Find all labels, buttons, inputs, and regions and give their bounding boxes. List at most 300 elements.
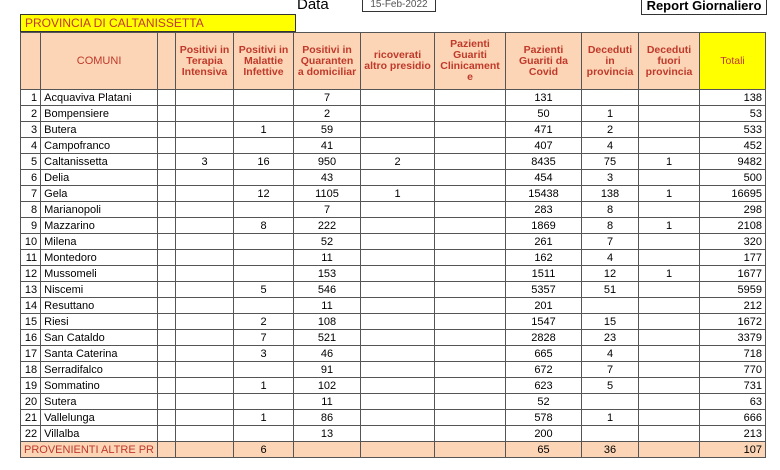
comune-name[interactable]: Campofranco [41, 138, 158, 154]
comune-name[interactable]: Gela [41, 186, 158, 202]
guariti-cell[interactable]: 665 [506, 346, 582, 362]
malattie-cell[interactable] [234, 170, 294, 186]
deceduti-in-cell[interactable]: 8 [582, 202, 639, 218]
clinicamente-cell[interactable] [435, 122, 506, 138]
deceduti-in-cell[interactable] [582, 394, 639, 410]
deceduti-in-cell[interactable]: 4 [582, 250, 639, 266]
quarantena-cell[interactable]: 222 [294, 218, 361, 234]
ricoverati-cell[interactable] [361, 250, 435, 266]
malattie-cell[interactable] [234, 250, 294, 266]
row-number[interactable]: 5 [21, 154, 41, 170]
terapia-cell[interactable] [176, 186, 234, 202]
deceduti-fuori-cell[interactable] [639, 346, 700, 362]
clinicamente-cell[interactable] [435, 362, 506, 378]
clinicamente-cell[interactable] [435, 186, 506, 202]
date-value[interactable]: 15-Feb-2022 [362, 0, 436, 12]
guariti-cell[interactable]: 8435 [506, 154, 582, 170]
terapia-cell[interactable] [176, 442, 234, 458]
deceduti-in-cell[interactable]: 2 [582, 122, 639, 138]
deceduti-in-cell[interactable]: 4 [582, 346, 639, 362]
deceduti-fuori-cell[interactable] [639, 122, 700, 138]
quarantena-cell[interactable]: 153 [294, 266, 361, 282]
ricoverati-cell[interactable] [361, 170, 435, 186]
row-number[interactable]: 6 [21, 170, 41, 186]
ricoverati-cell[interactable] [361, 394, 435, 410]
quarantena-cell[interactable]: 1105 [294, 186, 361, 202]
malattie-cell[interactable] [234, 426, 294, 442]
ricoverati-cell[interactable] [361, 202, 435, 218]
comune-name[interactable]: Villalba [41, 426, 158, 442]
spacer-cell[interactable] [158, 266, 176, 282]
comune-name[interactable]: Santa Caterina [41, 346, 158, 362]
deceduti-in-cell[interactable]: 36 [582, 442, 639, 458]
clinicamente-cell[interactable] [435, 426, 506, 442]
terapia-cell[interactable] [176, 202, 234, 218]
row-number[interactable]: 3 [21, 122, 41, 138]
guariti-cell[interactable]: 50 [506, 106, 582, 122]
malattie-cell[interactable]: 1 [234, 122, 294, 138]
spacer-cell[interactable] [158, 218, 176, 234]
quarantena-cell[interactable]: 59 [294, 122, 361, 138]
guariti-cell[interactable]: 5357 [506, 282, 582, 298]
spacer-cell[interactable] [158, 442, 176, 458]
spacer-cell[interactable] [158, 330, 176, 346]
row-number[interactable]: 15 [21, 314, 41, 330]
totali-cell[interactable]: 9482 [700, 154, 766, 170]
header-ricoverati: ricoverati altro presidio [361, 33, 435, 90]
comune-name[interactable]: Bompensiere [41, 106, 158, 122]
deceduti-fuori-cell[interactable] [639, 426, 700, 442]
guariti-cell[interactable]: 672 [506, 362, 582, 378]
clinicamente-cell[interactable] [435, 170, 506, 186]
totali-cell[interactable]: 213 [700, 426, 766, 442]
deceduti-fuori-cell[interactable] [639, 314, 700, 330]
guariti-cell[interactable]: 471 [506, 122, 582, 138]
table-row [21, 426, 766, 442]
guariti-cell[interactable]: 65 [506, 442, 582, 458]
quarantena-cell[interactable]: 2 [294, 106, 361, 122]
spacer-cell[interactable] [158, 410, 176, 426]
malattie-cell[interactable]: 5 [234, 282, 294, 298]
header-totali: Totali [700, 33, 766, 90]
terapia-cell[interactable] [176, 378, 234, 394]
clinicamente-cell[interactable] [435, 138, 506, 154]
totali-cell[interactable]: 533 [700, 122, 766, 138]
deceduti-fuori-cell[interactable] [639, 282, 700, 298]
row-number[interactable]: 11 [21, 250, 41, 266]
terapia-cell[interactable] [176, 106, 234, 122]
ricoverati-cell[interactable] [361, 234, 435, 250]
totali-cell[interactable]: 320 [700, 234, 766, 250]
deceduti-in-cell[interactable]: 15 [582, 314, 639, 330]
clinicamente-cell[interactable] [435, 154, 506, 170]
deceduti-in-cell[interactable]: 5 [582, 378, 639, 394]
comune-name[interactable]: Resuttano [41, 298, 158, 314]
deceduti-fuori-cell[interactable] [639, 234, 700, 250]
comune-name[interactable]: Mazzarino [41, 218, 158, 234]
quarantena-cell[interactable]: 7 [294, 202, 361, 218]
deceduti-in-cell[interactable]: 51 [582, 282, 639, 298]
spacer-cell[interactable] [158, 106, 176, 122]
totali-cell[interactable]: 16695 [700, 186, 766, 202]
row-number[interactable]: 10 [21, 234, 41, 250]
malattie-cell[interactable] [234, 138, 294, 154]
terapia-cell[interactable] [176, 170, 234, 186]
guariti-cell[interactable]: 201 [506, 298, 582, 314]
malattie-cell[interactable] [234, 202, 294, 218]
table-row [21, 218, 766, 234]
deceduti-in-cell[interactable] [582, 426, 639, 442]
quarantena-cell[interactable]: 521 [294, 330, 361, 346]
malattie-cell[interactable]: 16 [234, 154, 294, 170]
comune-name[interactable]: Sutera [41, 394, 158, 410]
ricoverati-cell[interactable]: 1 [361, 186, 435, 202]
quarantena-cell[interactable]: 86 [294, 410, 361, 426]
malattie-cell[interactable]: 7 [234, 330, 294, 346]
quarantena-cell[interactable]: 546 [294, 282, 361, 298]
deceduti-in-cell[interactable]: 8 [582, 218, 639, 234]
spacer-cell[interactable] [158, 122, 176, 138]
deceduti-in-cell[interactable]: 7 [582, 362, 639, 378]
totali-cell[interactable]: 666 [700, 410, 766, 426]
terapia-cell[interactable] [176, 234, 234, 250]
terapia-cell[interactable] [176, 330, 234, 346]
deceduti-in-cell[interactable]: 23 [582, 330, 639, 346]
ricoverati-cell[interactable] [361, 282, 435, 298]
header-guariti-covid: Pazienti Guariti da Covid [506, 33, 582, 90]
comune-name[interactable]: Marianopoli [41, 202, 158, 218]
row-number[interactable]: 9 [21, 218, 41, 234]
table-row [21, 202, 766, 218]
malattie-cell[interactable] [234, 298, 294, 314]
quarantena-cell[interactable]: 41 [294, 138, 361, 154]
deceduti-in-cell[interactable] [582, 90, 639, 106]
totali-cell[interactable]: 718 [700, 346, 766, 362]
quarantena-cell[interactable]: 102 [294, 378, 361, 394]
row-number[interactable]: 18 [21, 362, 41, 378]
quarantena-cell[interactable]: 11 [294, 250, 361, 266]
totali-cell[interactable]: 3379 [700, 330, 766, 346]
comune-name[interactable]: Acquaviva Platani [41, 90, 158, 106]
deceduti-in-cell[interactable]: 7 [582, 234, 639, 250]
deceduti-fuori-cell[interactable]: 1 [639, 266, 700, 282]
totali-cell[interactable]: 731 [700, 378, 766, 394]
ricoverati-cell[interactable] [361, 298, 435, 314]
totali-cell[interactable]: 2108 [700, 218, 766, 234]
row-number[interactable]: 21 [21, 410, 41, 426]
spacer-cell[interactable] [158, 170, 176, 186]
malattie-cell[interactable] [234, 394, 294, 410]
spacer-cell[interactable] [158, 362, 176, 378]
comune-name[interactable]: Montedoro [41, 250, 158, 266]
malattie-cell[interactable]: 3 [234, 346, 294, 362]
ricoverati-cell[interactable] [361, 346, 435, 362]
comune-name[interactable]: Mussomeli [41, 266, 158, 282]
terapia-cell[interactable]: 3 [176, 154, 234, 170]
deceduti-fuori-cell[interactable] [639, 362, 700, 378]
terapia-cell[interactable] [176, 394, 234, 410]
malattie-cell[interactable] [234, 266, 294, 282]
row-number[interactable]: 12 [21, 266, 41, 282]
deceduti-fuori-cell[interactable] [639, 90, 700, 106]
row-number[interactable]: 22 [21, 426, 41, 442]
comune-name[interactable]: Riesi [41, 314, 158, 330]
deceduti-fuori-cell[interactable]: 1 [639, 218, 700, 234]
ricoverati-cell[interactable] [361, 90, 435, 106]
ricoverati-cell[interactable] [361, 266, 435, 282]
guariti-cell[interactable]: 1511 [506, 266, 582, 282]
terapia-cell[interactable] [176, 282, 234, 298]
guariti-cell[interactable]: 261 [506, 234, 582, 250]
clinicamente-cell[interactable] [435, 298, 506, 314]
totali-cell[interactable]: 770 [700, 362, 766, 378]
ricoverati-cell[interactable] [361, 138, 435, 154]
spacer-cell[interactable] [158, 426, 176, 442]
guariti-cell[interactable]: 623 [506, 378, 582, 394]
quarantena-cell[interactable]: 11 [294, 394, 361, 410]
table-row [21, 170, 766, 186]
spacer-cell[interactable] [158, 138, 176, 154]
quarantena-cell[interactable]: 52 [294, 234, 361, 250]
ricoverati-cell[interactable] [361, 362, 435, 378]
spacer-cell[interactable] [158, 250, 176, 266]
row-number[interactable]: 7 [21, 186, 41, 202]
clinicamente-cell[interactable] [435, 90, 506, 106]
comune-name[interactable]: Sommatino [41, 378, 158, 394]
spacer-cell[interactable] [158, 346, 176, 362]
totali-cell[interactable]: 107 [700, 442, 766, 458]
spacer-cell[interactable] [158, 282, 176, 298]
terapia-cell[interactable] [176, 122, 234, 138]
malattie-cell[interactable]: 12 [234, 186, 294, 202]
quarantena-cell[interactable]: 11 [294, 298, 361, 314]
terapia-cell[interactable] [176, 410, 234, 426]
guariti-cell[interactable]: 131 [506, 90, 582, 106]
clinicamente-cell[interactable] [435, 202, 506, 218]
totali-cell[interactable]: 138 [700, 90, 766, 106]
header-deceduti-in: Deceduti in provincia [582, 33, 639, 90]
comune-name[interactable]: Milena [41, 234, 158, 250]
totali-cell[interactable]: 63 [700, 394, 766, 410]
totali-cell[interactable]: 53 [700, 106, 766, 122]
clinicamente-cell[interactable] [435, 234, 506, 250]
table-row [21, 186, 766, 202]
guariti-cell[interactable]: 162 [506, 250, 582, 266]
table-row [21, 330, 766, 346]
deceduti-fuori-cell[interactable] [639, 250, 700, 266]
totali-cell[interactable]: 212 [700, 298, 766, 314]
guariti-cell[interactable]: 15438 [506, 186, 582, 202]
table-row [21, 122, 766, 138]
ricoverati-cell[interactable] [361, 122, 435, 138]
date-label: Data [297, 0, 329, 13]
clinicamente-cell[interactable] [435, 410, 506, 426]
quarantena-cell[interactable]: 46 [294, 346, 361, 362]
deceduti-in-cell[interactable]: 1 [582, 106, 639, 122]
terapia-cell[interactable] [176, 266, 234, 282]
ricoverati-cell[interactable] [361, 218, 435, 234]
spacer-cell[interactable] [158, 394, 176, 410]
clinicamente-cell[interactable] [435, 378, 506, 394]
malattie-cell[interactable]: 1 [234, 410, 294, 426]
table-row [21, 90, 766, 106]
comune-name[interactable]: Caltanissetta [41, 154, 158, 170]
terapia-cell[interactable] [176, 346, 234, 362]
quarantena-cell[interactable]: 7 [294, 90, 361, 106]
ricoverati-cell[interactable] [361, 330, 435, 346]
malattie-cell[interactable]: 1 [234, 378, 294, 394]
comune-name[interactable]: Serradifalco [41, 362, 158, 378]
header-number-cell [21, 33, 41, 90]
terapia-cell[interactable] [176, 218, 234, 234]
ricoverati-cell[interactable] [361, 426, 435, 442]
quarantena-cell[interactable]: 108 [294, 314, 361, 330]
totali-cell[interactable]: 5959 [700, 282, 766, 298]
deceduti-in-cell[interactable]: 138 [582, 186, 639, 202]
deceduti-fuori-cell[interactable] [639, 138, 700, 154]
deceduti-in-cell[interactable]: 4 [582, 138, 639, 154]
clinicamente-cell[interactable] [435, 330, 506, 346]
quarantena-cell[interactable]: 91 [294, 362, 361, 378]
spacer-cell[interactable] [158, 202, 176, 218]
terapia-cell[interactable] [176, 138, 234, 154]
deceduti-in-cell[interactable]: 12 [582, 266, 639, 282]
malattie-cell[interactable] [234, 234, 294, 250]
clinicamente-cell[interactable] [435, 106, 506, 122]
malattie-cell[interactable] [234, 362, 294, 378]
totali-cell[interactable]: 1672 [700, 314, 766, 330]
guariti-cell[interactable]: 1547 [506, 314, 582, 330]
guariti-cell[interactable]: 52 [506, 394, 582, 410]
deceduti-fuori-cell[interactable] [639, 106, 700, 122]
clinicamente-cell[interactable] [435, 442, 506, 458]
comune-name[interactable]: Niscemi [41, 282, 158, 298]
totali-cell[interactable]: 298 [700, 202, 766, 218]
spacer-cell[interactable] [158, 314, 176, 330]
comune-name[interactable]: Vallelunga [41, 410, 158, 426]
header-deceduti-fuori: Deceduti fuori provincia [639, 33, 700, 90]
guariti-cell[interactable]: 1869 [506, 218, 582, 234]
ricoverati-cell[interactable]: 2 [361, 154, 435, 170]
totali-cell[interactable]: 177 [700, 250, 766, 266]
row-number[interactable]: 19 [21, 378, 41, 394]
guariti-cell[interactable]: 2828 [506, 330, 582, 346]
clinicamente-cell[interactable] [435, 394, 506, 410]
deceduti-fuori-cell[interactable]: 1 [639, 154, 700, 170]
terapia-cell[interactable] [176, 250, 234, 266]
deceduti-in-cell[interactable]: 1 [582, 410, 639, 426]
comune-name[interactable]: Butera [41, 122, 158, 138]
deceduti-fuori-cell[interactable] [639, 170, 700, 186]
row-number[interactable]: 13 [21, 282, 41, 298]
quarantena-cell[interactable]: 43 [294, 170, 361, 186]
spacer-cell[interactable] [158, 186, 176, 202]
terapia-cell[interactable] [176, 298, 234, 314]
guariti-cell[interactable]: 283 [506, 202, 582, 218]
deceduti-fuori-cell[interactable] [639, 202, 700, 218]
header-guariti-clinicamente: Pazienti Guariti Clinicament e [435, 33, 506, 90]
clinicamente-cell[interactable] [435, 314, 506, 330]
spacer-cell[interactable] [158, 90, 176, 106]
row-number[interactable]: 1 [21, 90, 41, 106]
totali-cell[interactable]: 500 [700, 170, 766, 186]
deceduti-in-cell[interactable]: 3 [582, 170, 639, 186]
deceduti-fuori-cell[interactable] [639, 442, 700, 458]
quarantena-cell[interactable] [294, 442, 361, 458]
spacer-cell[interactable] [158, 298, 176, 314]
row-number[interactable]: 16 [21, 330, 41, 346]
ricoverati-cell[interactable] [361, 410, 435, 426]
clinicamente-cell[interactable] [435, 266, 506, 282]
table-row [21, 154, 766, 170]
clinicamente-cell[interactable] [435, 282, 506, 298]
deceduti-fuori-cell[interactable]: 1 [639, 186, 700, 202]
header-comuni: COMUNI [41, 33, 158, 90]
deceduti-fuori-cell[interactable] [639, 298, 700, 314]
quarantena-cell[interactable]: 950 [294, 154, 361, 170]
footer-label: PROVENIENTI ALTRE PR [21, 442, 158, 458]
clinicamente-cell[interactable] [435, 218, 506, 234]
footer-row [21, 442, 766, 458]
clinicamente-cell[interactable] [435, 250, 506, 266]
clinicamente-cell[interactable] [435, 346, 506, 362]
guariti-cell[interactable]: 578 [506, 410, 582, 426]
spacer-cell[interactable] [158, 154, 176, 170]
terapia-cell[interactable] [176, 426, 234, 442]
ricoverati-cell[interactable] [361, 106, 435, 122]
ricoverati-cell[interactable] [361, 442, 435, 458]
guariti-cell[interactable]: 454 [506, 170, 582, 186]
row-number[interactable]: 20 [21, 394, 41, 410]
comune-name[interactable]: Delia [41, 170, 158, 186]
ricoverati-cell[interactable] [361, 314, 435, 330]
malattie-cell[interactable]: 2 [234, 314, 294, 330]
deceduti-fuori-cell[interactable] [639, 394, 700, 410]
row-number[interactable]: 4 [21, 138, 41, 154]
terapia-cell[interactable] [176, 314, 234, 330]
totali-cell[interactable]: 452 [700, 138, 766, 154]
guariti-cell[interactable]: 407 [506, 138, 582, 154]
table-row [21, 378, 766, 394]
row-number[interactable]: 2 [21, 106, 41, 122]
deceduti-in-cell[interactable] [582, 298, 639, 314]
quarantena-cell[interactable]: 13 [294, 426, 361, 442]
comune-name[interactable]: San Cataldo [41, 330, 158, 346]
table-row [21, 298, 766, 314]
terapia-cell[interactable] [176, 362, 234, 378]
deceduti-fuori-cell[interactable] [639, 378, 700, 394]
row-number[interactable]: 17 [21, 346, 41, 362]
table-row [21, 250, 766, 266]
malattie-cell[interactable]: 8 [234, 218, 294, 234]
ricoverati-cell[interactable] [361, 378, 435, 394]
row-number[interactable]: 14 [21, 298, 41, 314]
spacer-cell[interactable] [158, 378, 176, 394]
deceduti-fuori-cell[interactable] [639, 330, 700, 346]
guariti-cell[interactable]: 200 [506, 426, 582, 442]
spacer-cell[interactable] [158, 234, 176, 250]
malattie-cell[interactable] [234, 106, 294, 122]
deceduti-fuori-cell[interactable] [639, 410, 700, 426]
table-row [21, 346, 766, 362]
deceduti-in-cell[interactable]: 75 [582, 154, 639, 170]
totali-cell[interactable]: 1677 [700, 266, 766, 282]
row-number[interactable]: 8 [21, 202, 41, 218]
terapia-cell[interactable] [176, 90, 234, 106]
malattie-cell[interactable] [234, 90, 294, 106]
table-row [21, 394, 766, 410]
malattie-cell[interactable]: 6 [234, 442, 294, 458]
